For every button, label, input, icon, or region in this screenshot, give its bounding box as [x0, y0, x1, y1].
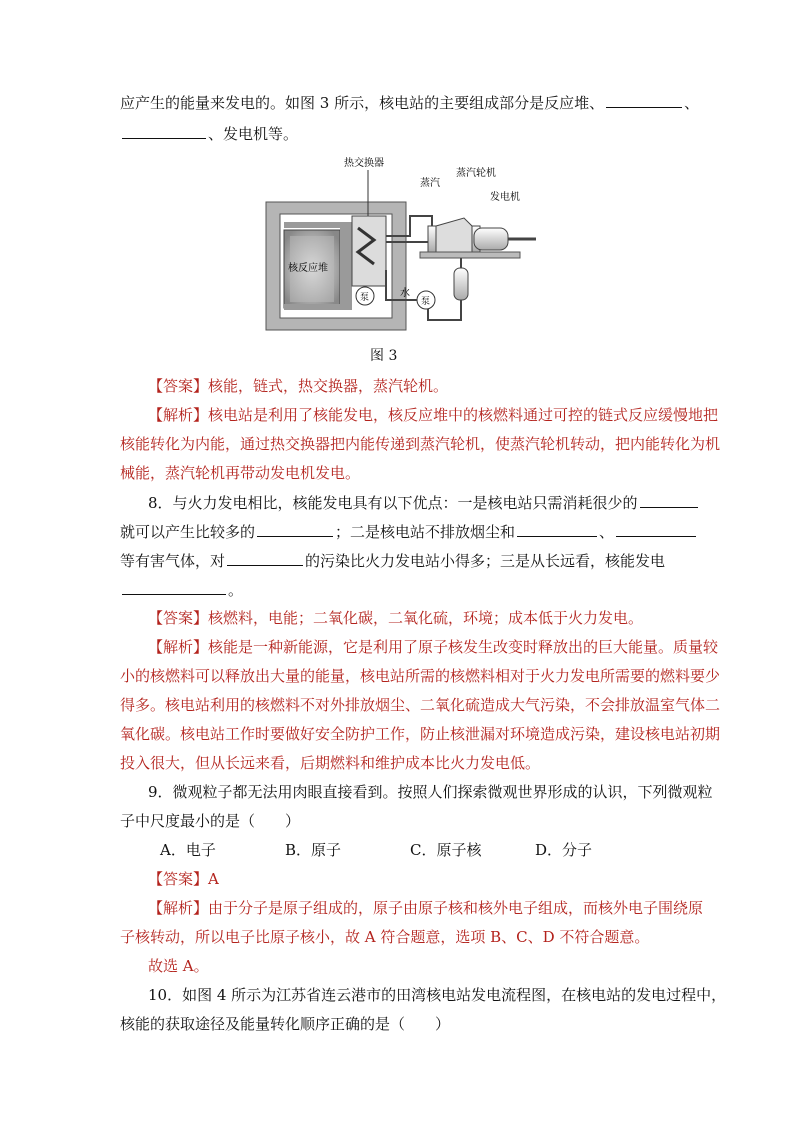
label-reactor: 核反应堆: [288, 263, 328, 274]
analysis-line: 核能转化为内能，通过热交换器把内能传递到蒸汽轮机，使蒸汽轮机转动，把内能转化为机: [120, 435, 721, 453]
analysis-line: 小的核燃料可以释放出大量的能量，核电站所需的核燃料相对于火力发电所需要的燃料要少: [120, 667, 721, 685]
option-c: C．原子核: [410, 841, 482, 859]
fill-blank: [257, 521, 333, 537]
fill-blank: [606, 92, 682, 108]
question-line: 子中尺度最小的是（ ）: [120, 812, 301, 830]
condenser: [454, 268, 468, 300]
label-water: 水: [400, 288, 410, 299]
answer-line: 【答案】A: [148, 870, 219, 888]
answer-line: 【答案】核能，链式，热交换器，蒸汽轮机。: [148, 377, 449, 395]
analysis-line: 械能，蒸汽轮机再带动发电机发电。: [120, 464, 361, 482]
analysis-line: 氧化碳。核电站工作时要做好安全防护工作，防止核泄漏对环境造成污染，建设核电站初期: [120, 725, 721, 743]
generator: [474, 228, 508, 250]
figure-caption: 图 3: [370, 348, 398, 364]
fill-blank: [616, 521, 696, 537]
fill-blank: [122, 579, 226, 595]
label-heat-exchanger: 热交换器: [344, 158, 384, 169]
analysis-line: 【解析】核电站是利用了核能发电，核反应堆中的核燃料通过可控的链式反应缓慢地把: [148, 406, 719, 424]
fill-blank: [122, 123, 206, 139]
label-pump: 泵: [360, 293, 370, 303]
label-pump: 泵: [421, 297, 431, 307]
question-line: 。: [120, 579, 243, 600]
label-steam: 蒸汽: [420, 178, 440, 189]
question-line: 10．如图 4 所示为江苏省连云港市的田湾核电站发电流程图，在核电站的发电过程中，: [148, 986, 727, 1004]
label-generator: 发电机: [490, 192, 520, 203]
analysis-line: 【解析】由于分子是原子组成的，原子由原子核和核外电子组成，而核外电子围绕原: [148, 899, 704, 917]
analysis-line: 投入很大，但从长远来看，后期燃料和维护成本比火力发电低。: [120, 754, 541, 772]
question-line: 9．微观粒子都无法用肉眼直接看到。按照人们探索微观世界形成的认识，下列微观粒: [148, 783, 713, 801]
question-line: 等有害气体，对 的污染比火力发电站小得多；三是从长远看，核能发电: [120, 552, 666, 570]
label-turbine: 蒸汽轮机: [456, 168, 496, 179]
fill-blank: [227, 550, 303, 566]
fill-blank: [640, 492, 698, 508]
analysis-line: 子核转动，所以电子比原子核小，故 A 符合题意，选项 B、C、D 不符合题意。: [120, 928, 650, 946]
option-a: A．电子: [160, 841, 216, 859]
analysis-line: 故选 A。: [148, 957, 209, 975]
options-row: [160, 840, 660, 860]
option-d: D．分子: [535, 841, 593, 859]
nuclear-plant-diagram: [260, 150, 550, 340]
option-b: B．原子: [285, 841, 342, 859]
question-line: 就可以产生比较多的 ；二是核电站不排放烟尘和 、: [120, 521, 698, 542]
analysis-line: 【解析】核能是一种新能源，它是利用了原子核发生改变时释放出的巨大能量。质量较: [148, 638, 719, 656]
question-line: 核能的获取途径及能量转化顺序正确的是（ ）: [120, 1015, 451, 1033]
text-line: 、发电机等。: [120, 123, 298, 144]
analysis-line: 得多。核电站利用的核燃料不对外排放烟尘、二氧化硫造成大气污染，不会排放温室气体二: [120, 696, 721, 714]
question-line: 8．与火力发电相比，核能发电具有以下优点：一是核电站只需消耗很少的: [148, 492, 700, 513]
fill-blank: [517, 521, 597, 537]
answer-line: 【答案】核燃料，电能；二氧化碳，二氧化硫，环境；成本低于火力发电。: [148, 609, 644, 627]
text-line: 应产生的能量来发电的。如图 3 所示，核电站的主要组成部分是反应堆、 、: [120, 94, 700, 112]
